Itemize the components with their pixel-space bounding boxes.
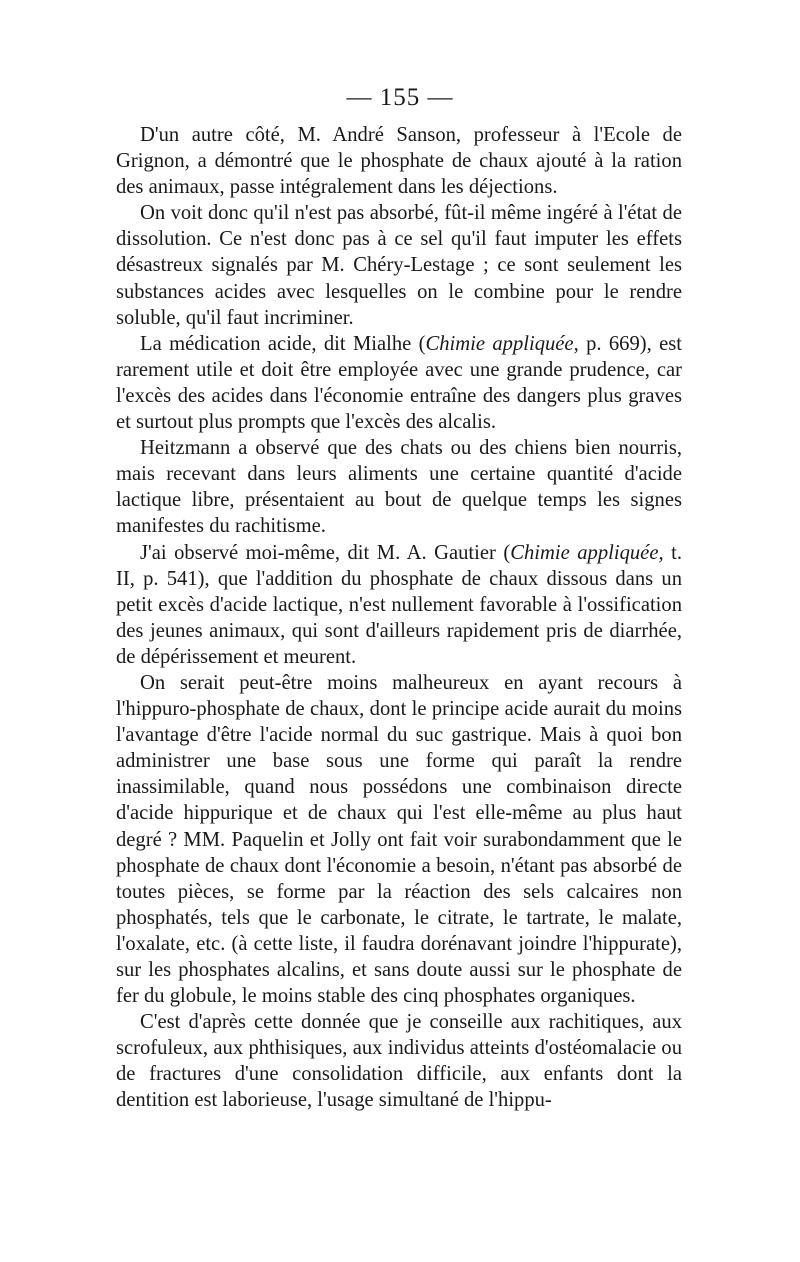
italic-citation: Chimie appliquée, xyxy=(510,541,664,564)
italic-citation: Chimie appliquée xyxy=(425,332,574,355)
paragraph: La médication acide, dit Mialhe (Chimie appliquée, p. 669), est rarement utile et doit être employée avec une grande prudence, car l'excès des acides dans l'économie entraîne des dangers plus graves et surtout plus prompts que l'excès des alcalis. xyxy=(116,332,683,434)
paragraph: On serait peut-être moins malheureux en ayant recours à l'hippuro-phosphate de chaux, dont le principe acide aurait du moins l'avantage d'être l'acide normal du suc gastrique. Mais à quoi bon administrer une base sous une forme qui paraît la rendre inassimilable, quand nous possédons une combinaison directe d'acide hippurique et de chaux qui l'est elle-même au plus haut degré ? MM. Paquelin et Jolly ont fait voir surabondamment que le phosphate de chaux dont l'économie a besoin, n'étant pas absorbé de toutes pièces, se forme par la réaction des sels calcaires non phosphatés, tels que le carbonate, le citrate, le tartrate, le malate, l'oxalate, etc. (à cette liste, il faudra dorénavant joindre l'hippurate), sur les phosphates alcalins, et sans doute aussi sur le phosphate de fer du globule, le moins stable des cinq phosphates organiques. xyxy=(116,671,682,1008)
paragraph: J'ai observé moi-même, dit M. A. Gautier (Chimie appliquée, t. II, p. 541), que l'addition du phosphate de chaux dissous dans un petit excès d'acide lactique, n'est nullement favorable à l'ossification des jeunes animaux, qui sont d'ailleurs rapidement pris de diarrhée, de dépérissement et meurent. xyxy=(116,541,682,668)
paragraph: D'un autre côté, M. André Sanson, professeur à l'Ecole de Grignon, a démontré que le phosphate de chaux ajouté à la ration des animaux, passe intégralement dans les déjections. xyxy=(116,124,682,199)
paragraph: On voit donc qu'il n'est pas absorbé, fût-il même ingéré à l'état de dissolution. Ce n'est donc pas à ce sel qu'il faut imputer les effets désastreux signalés par M. Chéry-Lestage ; ce sont seulement les substances acides avec lesquelles on le combine pour le rendre soluble, qu'il faut incriminer. xyxy=(116,202,682,329)
paragraph: C'est d'après cette donnée que je conseille aux rachitiques, aux scrofuleux, aux phthisiques, aux individus atteints d'ostéomalacie ou de fractures d'une consolidation difficile, aux enfants dont la dentition est laborieuse, l'usage simultané de l'hippu- xyxy=(116,1011,682,1112)
paragraph: Heitzmann a observé que des chats ou des chiens bien nourris, mais recevant dans leurs aliments une certaine quantité d'acide lactique libre, présentaient au bout de quelque temps les signes manifestes du rachitisme. xyxy=(116,437,682,538)
page-number: — 155 — xyxy=(346,84,454,111)
body-text xyxy=(116,122,682,1114)
